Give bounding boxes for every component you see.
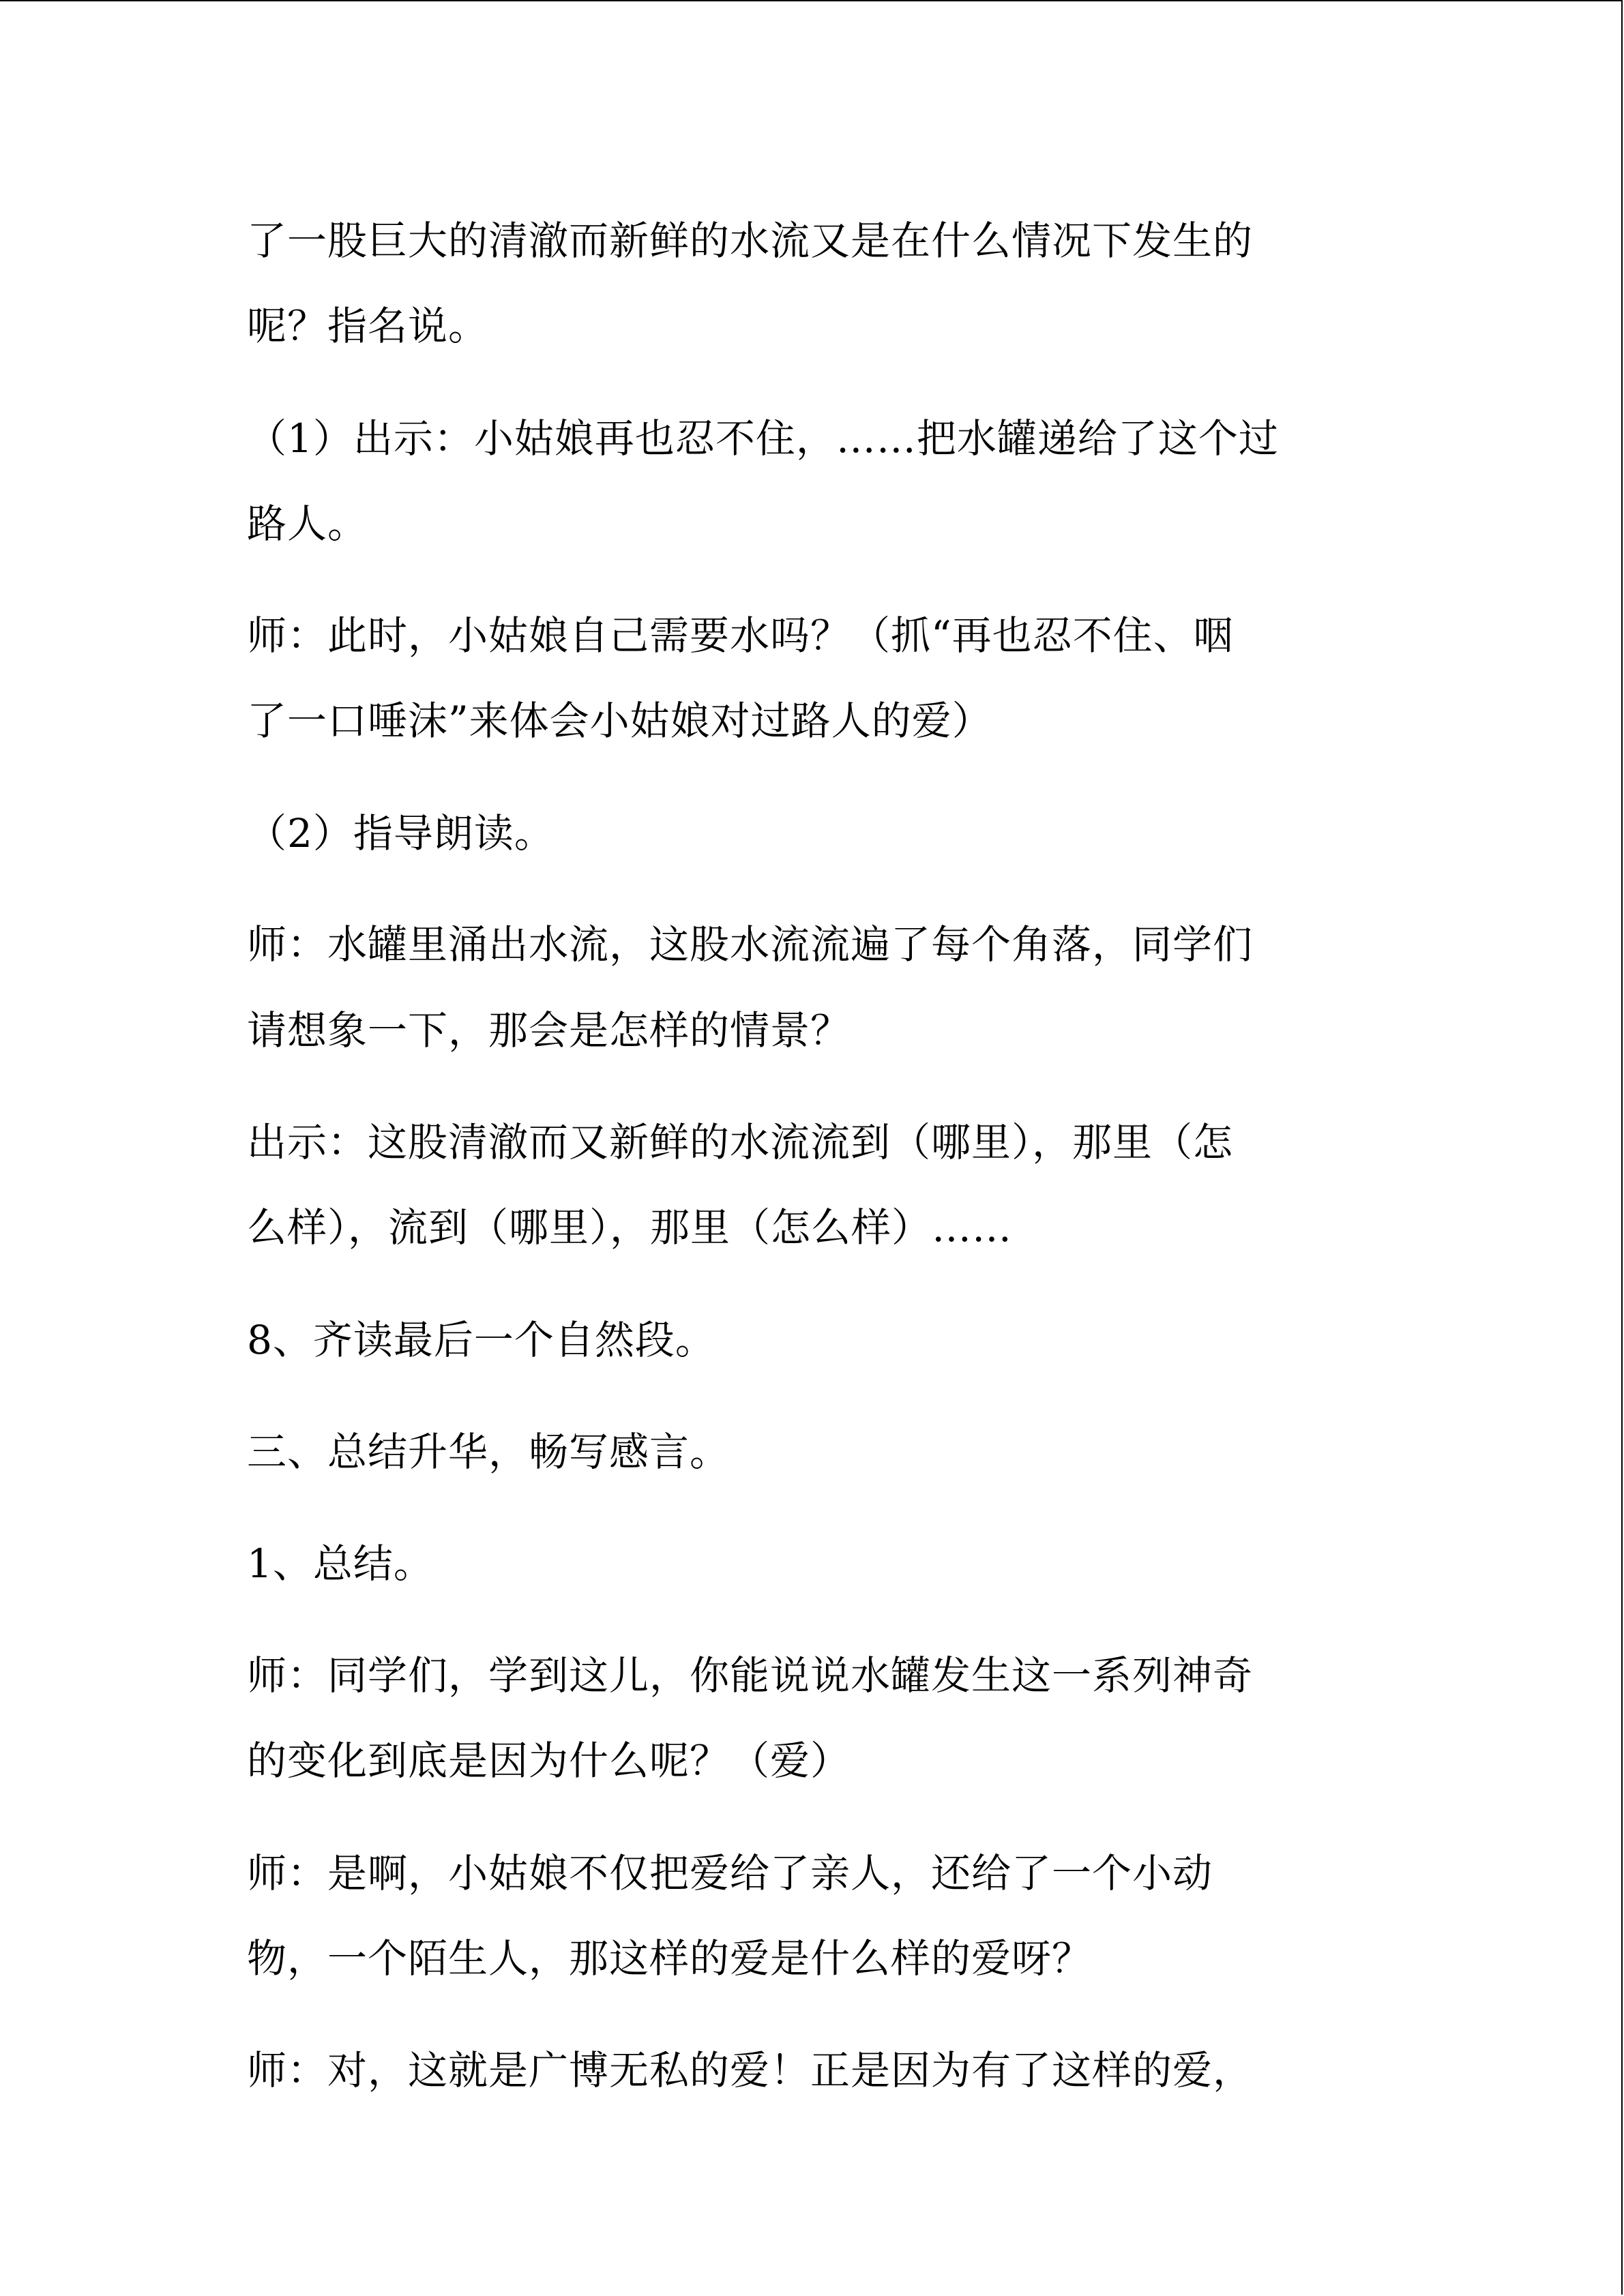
text-line: 的变化到底是因为什么呢？（爱）	[247, 1738, 851, 1784]
text-line: 物，一个陌生人，那这样的爱是什么样的爱呀？	[247, 1935, 1093, 1982]
text-line: 1、总结。	[247, 1540, 434, 1587]
text-line: 8、齐读最后一个自然段。	[247, 1317, 715, 1363]
text-line: 三、总结升华，畅写感言。	[247, 1429, 730, 1475]
text-line: 师：水罐里涌出水流，这股水流流遍了每个角落，同学们	[247, 921, 1254, 968]
text-line: 师：此时，小姑娘自己需要水吗？（抓“再也忍不住、咽	[247, 612, 1234, 659]
text-line: 出示：这股清澈而又新鲜的水流流到（哪里），那里（怎	[247, 1119, 1234, 1165]
text-line: 路人。	[247, 501, 368, 547]
text-line: 了一口唾沫”来体会小姑娘对过路人的爱）	[247, 698, 992, 744]
text-line: 师：同学们，学到这儿，你能说说水罐发生这一系列神奇	[247, 1652, 1254, 1699]
text-line: 请想象一下，那会是怎样的情景？	[247, 1007, 851, 1054]
text-line: （2）指导朗读。	[247, 810, 555, 856]
text-line: 呢？指名说。	[247, 303, 489, 349]
text-line: （1）出示：小姑娘再也忍不住，……把水罐递给了这个过	[247, 415, 1279, 462]
text-line: 师：是啊，小姑娘不仅把爱给了亲人，还给了一个小动	[247, 1850, 1213, 1896]
text-line: 师：对，这就是广博无私的爱！正是因为有了这样的爱，	[247, 2047, 1254, 2093]
text-line: 么样），流到（哪里），那里（怎么样）……	[247, 1204, 1013, 1251]
text-line: 了一股巨大的清澈而新鲜的水流又是在什么情况下发生的	[247, 218, 1254, 264]
